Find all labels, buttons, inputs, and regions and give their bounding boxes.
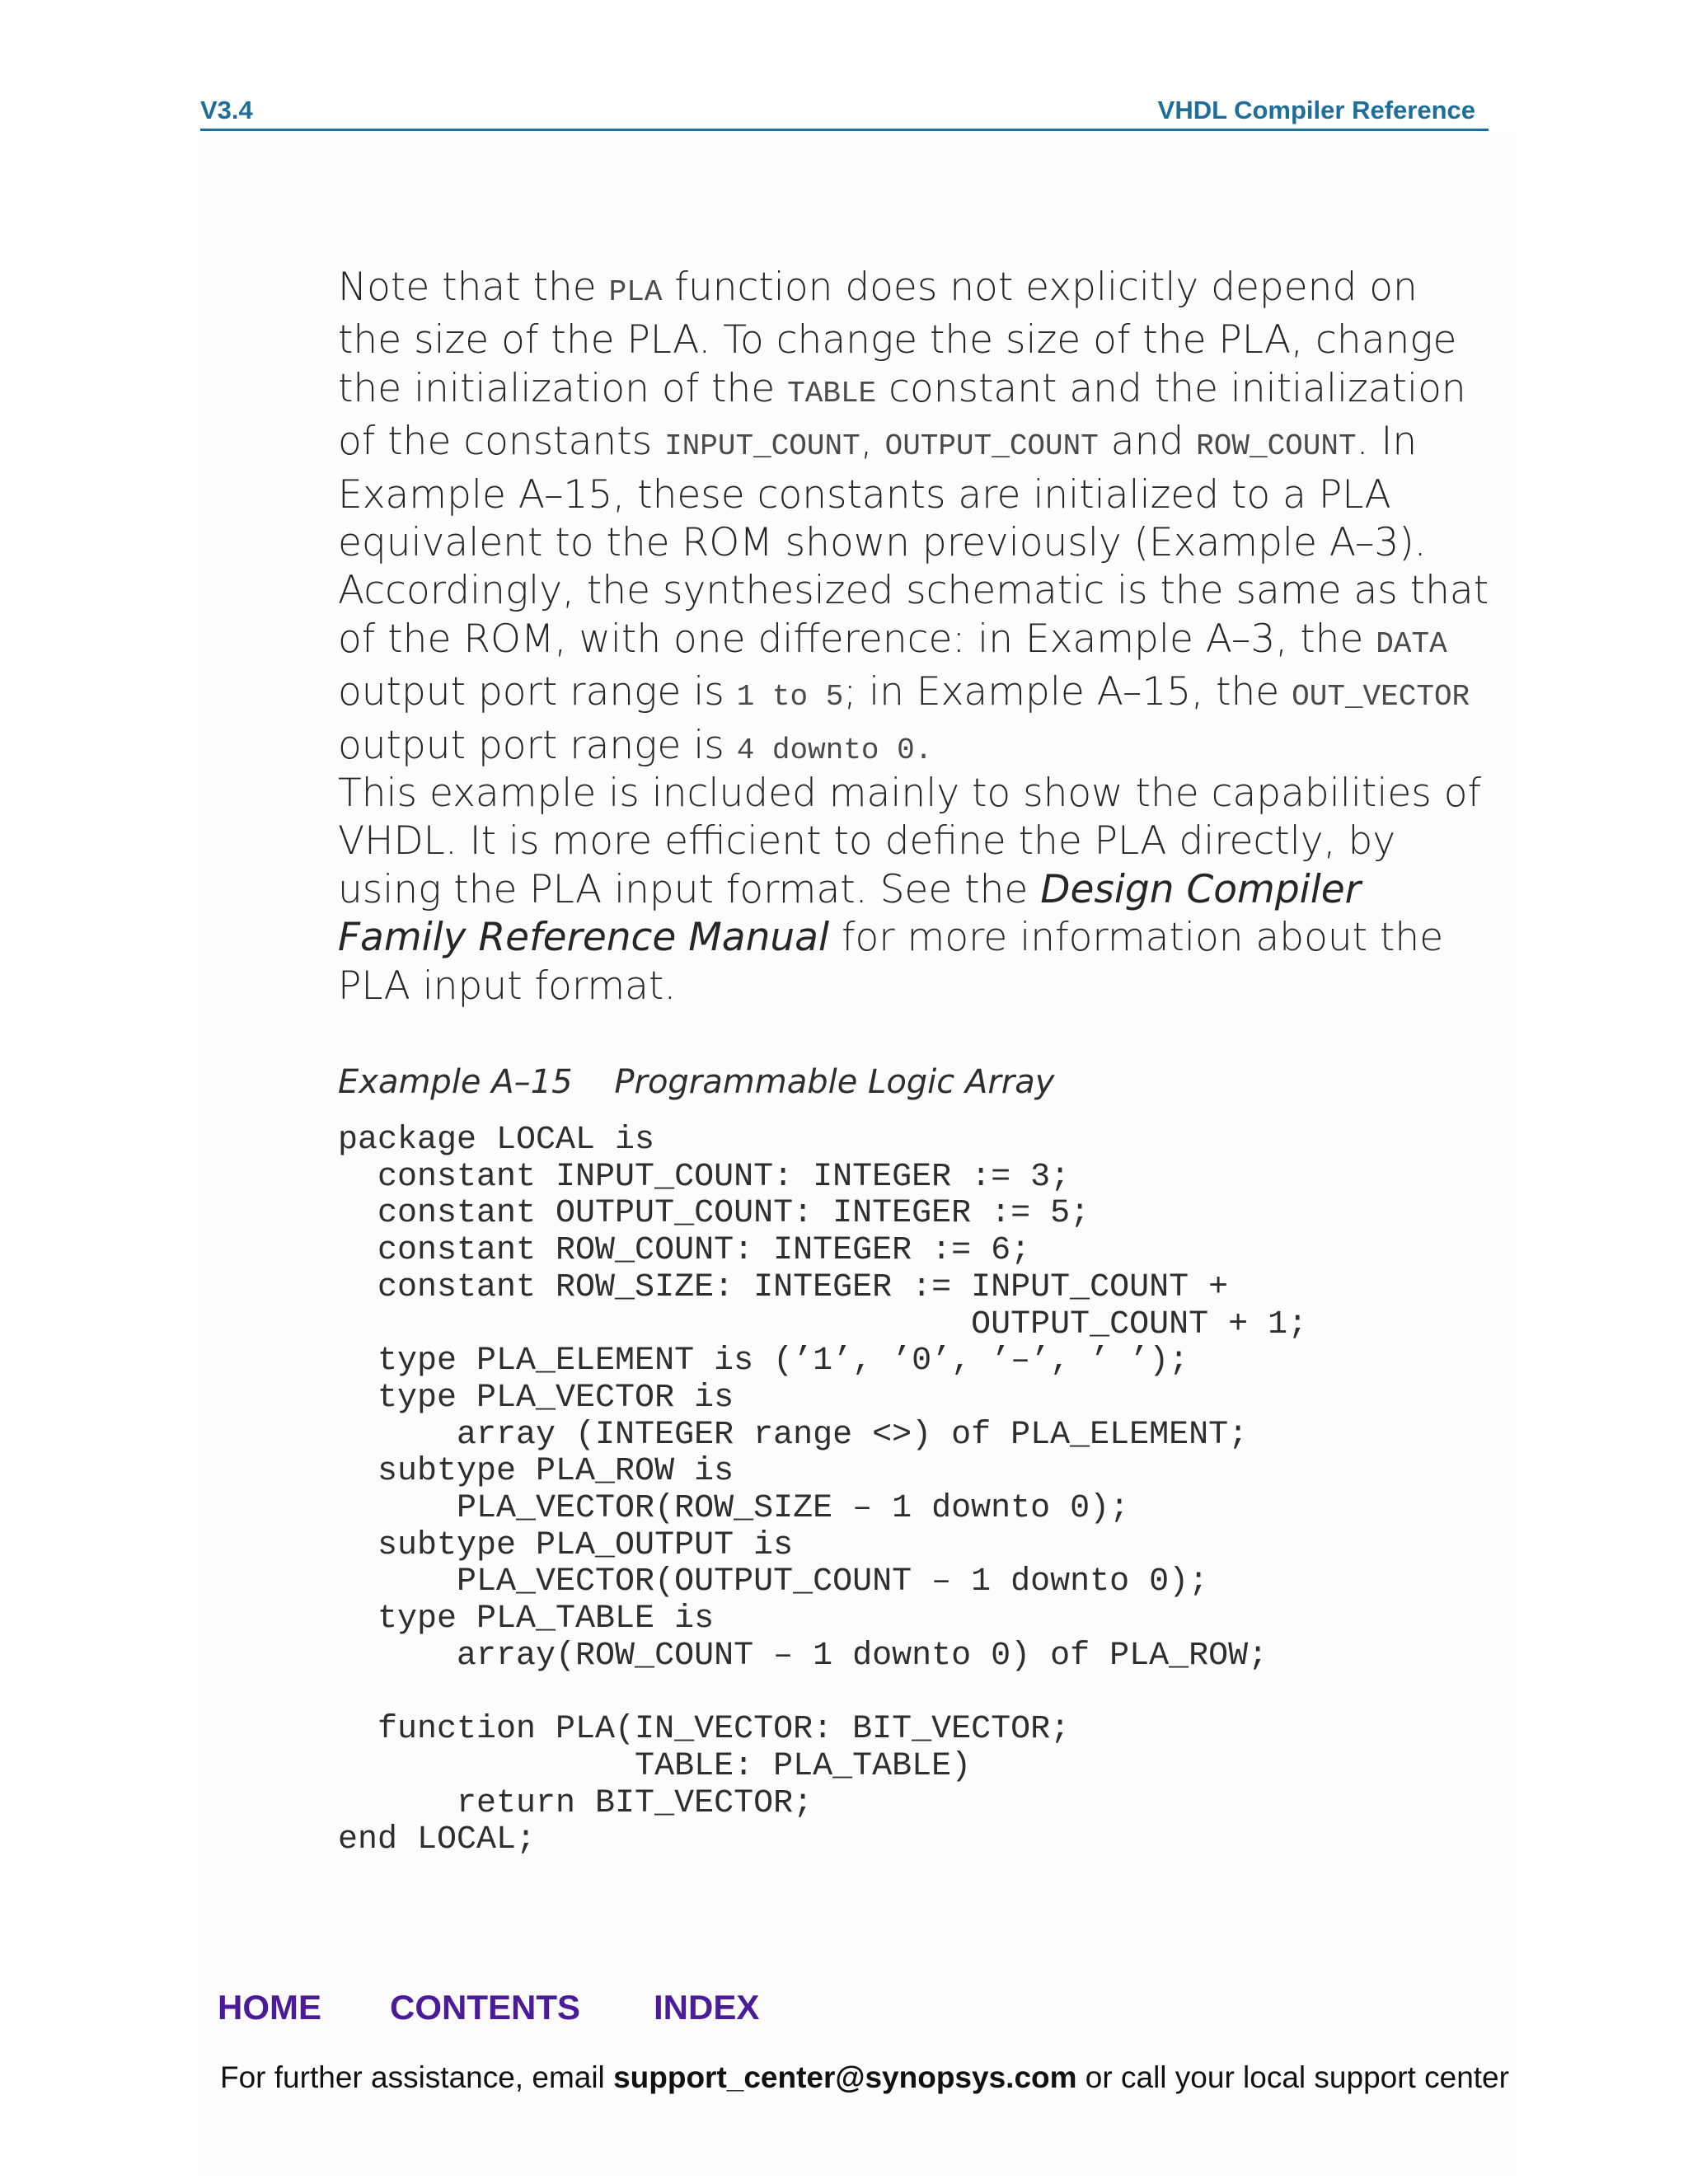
support-email[interactable]: support_center@synopsys.com	[613, 2060, 1077, 2094]
index-link[interactable]: INDEX	[654, 1988, 760, 2027]
text-run: This example is included mainly to show the capabilities of VHDL. It is more efficient to define the PLA directly, by using the PLA input format. See the	[338, 771, 1482, 912]
code-term-range-1-to-5: 1 to 5	[736, 680, 844, 715]
text-run: ; in Example A–15, the	[843, 669, 1292, 715]
code-term-pla: PLA	[608, 275, 663, 309]
paragraph-pla-size	[338, 264, 1492, 775]
footer-suffix: or call your local support center	[1076, 2060, 1509, 2094]
text-run: Note that the	[338, 265, 609, 310]
code-term-input-count: INPUT_COUNT	[664, 429, 860, 464]
code-term-table: TABLE	[787, 376, 877, 410]
code-term-row-count: ROW_COUNT	[1196, 429, 1357, 464]
document-title: VHDL Compiler Reference	[1157, 96, 1475, 124]
text-run: . In Example A–15, these constants are initialized to a PLA equivalent to the ROM shown previously (Example A–3). Accordingly, the synthesized schematic is the same as that of the ROM, with one difference: in Example A–3, the	[338, 419, 1489, 662]
text-run: output port range is	[338, 722, 737, 768]
text-run: and	[1098, 419, 1197, 465]
manual-title: Design Compiler Family Reference Manual	[338, 866, 1362, 961]
version-label: V3.4	[200, 96, 253, 124]
text-run: ,	[860, 419, 885, 465]
code-term-output-count: OUTPUT_COUNT	[884, 429, 1099, 464]
contents-link[interactable]: CONTENTS	[390, 1988, 580, 2027]
code-listing: package LOCAL is constant INPUT_COUNT: INTEGER := 3; constant OUTPUT_COUNT: INTEGER := 5; constant ROW_COUNT: INTEGER := 6; constant ROW_SIZE: INTEGER := INPUT_COUNT + OUTPUT_COUNT + 1; type PLA_ELEMENT is (’1’, ’0’, ’–’, ’ ’); type PLA_VECTOR is array (INTEGER range <>) of PLA_ELEMENT; subtype PLA_ROW is PLA_VECTOR(ROW_SIZE – 1 downto 0); subtype PLA_OUTPUT is PLA_VECTOR(OUTPUT_COUNT – 1 downto 0); type PLA_TABLE is array(ROW_COUNT – 1 downto 0) of PLA_ROW; function PLA(IN_VECTOR: BIT_VECTOR; TABLE: PLA_TABLE) return BIT_VECTOR; end LOCAL;	[338, 1122, 1308, 1859]
text-run: function does not explicitly depend on the size of the PLA. To change the size of the PLA, change the initialization of the	[338, 265, 1457, 411]
home-link[interactable]: HOME	[218, 1988, 321, 2027]
text-run: .	[914, 733, 933, 767]
text-run: constant and the initialization of the constants	[338, 365, 1466, 465]
text-run: for more information about the PLA input format.	[338, 915, 1444, 1009]
code-term-data: DATA	[1376, 626, 1447, 661]
support-footer	[220, 2060, 1509, 2095]
text-run: output port range is	[338, 669, 737, 715]
code-term-out-vector: OUT_VECTOR	[1292, 680, 1470, 715]
code-term-range-4-downto-0: 4 downto 0	[736, 733, 915, 767]
example-caption: Example A–15 Programmable Logic Array	[338, 1063, 1055, 1101]
footer-prefix: For further assistance, email	[220, 2060, 614, 2094]
paragraph-capabilities	[338, 770, 1492, 1010]
page-header	[200, 92, 1489, 131]
